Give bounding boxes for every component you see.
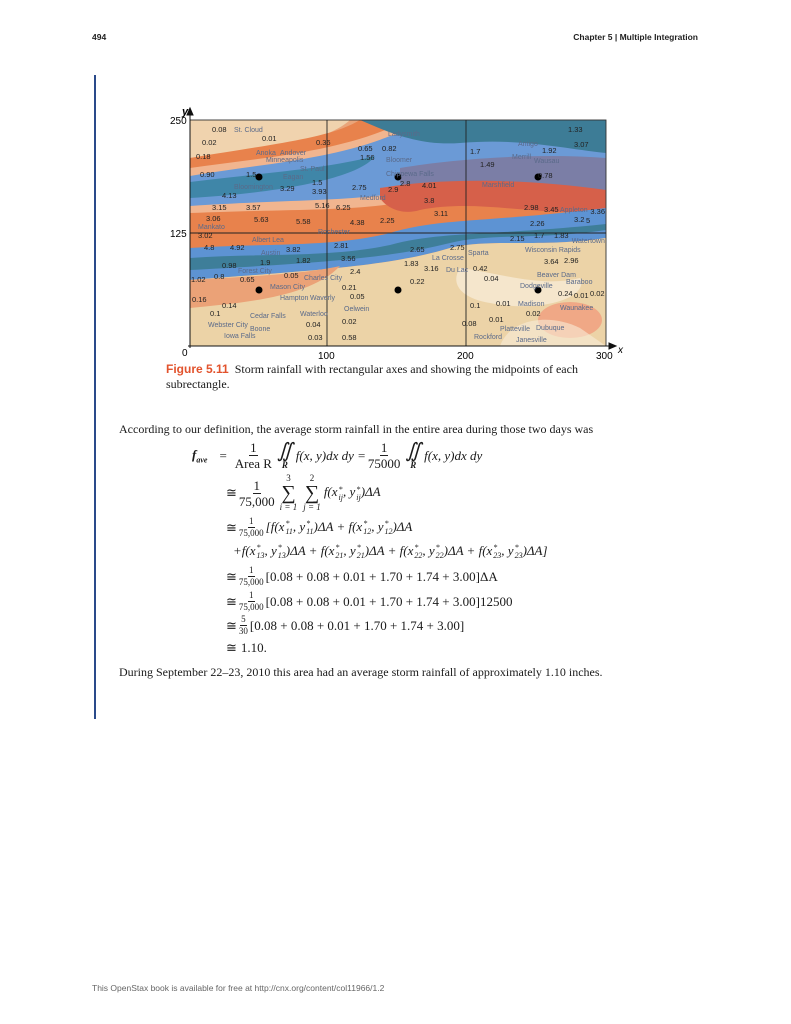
x-tick: 100 (318, 351, 335, 360)
rainfall-value: 2.98 (524, 203, 539, 212)
rainfall-value: 3.56 (341, 254, 356, 263)
rainfall-value: 5.16 (315, 201, 330, 210)
integrand: f(x, y)dx dy = (295, 447, 366, 463)
city-label: Dubuque (536, 325, 565, 332)
city-label: Beaver Dam (537, 272, 576, 279)
equation-line-5 (226, 566, 498, 587)
chapter-title: Chapter 5 | Multiple Integration (573, 32, 698, 42)
numerator: 1 (249, 516, 254, 526)
sigma: ∑ (281, 482, 296, 504)
rainfall-value: 4.8 (204, 243, 215, 252)
denominator: 30 (238, 626, 248, 636)
rainfall-value: 5.63 (254, 215, 269, 224)
city-label: Bloomington (234, 184, 273, 191)
equals: = (219, 447, 227, 463)
y-tick: 250 (170, 116, 187, 127)
rainfall-value: 0.02 (526, 309, 541, 318)
rainfall-value: 3.11 (434, 209, 449, 218)
rainfall-value: 0.1 (210, 309, 221, 318)
rainfall-value: 0.42 (473, 264, 488, 273)
city-label: Andover (280, 150, 307, 157)
numerator: 1 (249, 565, 254, 575)
sum-values: [0.08 + 0.08 + 0.01 + 1.70 + 1.74 + 3.00]12500 (265, 593, 513, 609)
approx: ≅ (226, 640, 237, 655)
denominator: 75,000 (238, 602, 264, 612)
denominator: Area R (234, 456, 272, 471)
city-label: Rochester (318, 229, 350, 236)
rainfall-value: 6.25 (336, 203, 351, 212)
city-label: Bloomer (386, 157, 413, 164)
city-label: Medford (360, 195, 386, 202)
double-integral (405, 441, 421, 470)
fraction (239, 566, 264, 587)
rainfall-value: 5 (586, 216, 591, 225)
city-label: Janesville (516, 337, 547, 344)
rainfall-value: 2.75 (352, 183, 367, 192)
expansion: [f(x * 11 , y * 11 )ΔA + f(x * 12 , y * 12 )ΔA (265, 518, 413, 536)
rainfall-value: 3.45 (544, 205, 559, 214)
approx: ≅ (226, 485, 237, 500)
lower-limit: j = 1 (303, 502, 321, 512)
numerator: 1 (380, 440, 388, 455)
rainfall-value: 1.5 (312, 178, 323, 187)
rainfall-value: 0.01 (262, 134, 277, 143)
city-label: Waverly (310, 295, 336, 302)
rainfall-value: 0.05 (350, 292, 365, 301)
city-label: Oelwein (344, 306, 370, 313)
rainfall-value: 3.15 (212, 203, 227, 212)
rainfall-value: 0.04 (306, 320, 321, 329)
rainfall-value: 4.38 (350, 218, 365, 227)
city-label: St. Paul (300, 166, 325, 173)
rainfall-value: 3.16 (424, 264, 439, 273)
rainfall-value: 0.36 (316, 138, 331, 147)
city-label: Dodgeville (520, 283, 553, 290)
rainfall-value: 2.25 (380, 216, 395, 225)
equation-line-6 (226, 591, 512, 612)
rainfall-value: 0.03 (308, 333, 323, 342)
numerator: 1 (249, 590, 254, 600)
integral-sign: ∬ (405, 440, 422, 462)
rainfall-value: 2.75 (450, 243, 465, 252)
upper-limit: 3 (286, 473, 291, 483)
caption-text: Storm rainfall with rectangular axes and showing the midpoints of each subrectangle. (166, 362, 578, 391)
rainfall-value: 3.64 (544, 257, 559, 266)
denominator: 75,000 (238, 577, 264, 587)
footer-note: This OpenStax book is available for free at http://cnx.org/content/col11966/1.2 (92, 983, 385, 993)
double-integral (277, 441, 293, 470)
x-axis-label: x (618, 345, 623, 356)
margin-rule (94, 75, 96, 719)
city-label: St. Cloud (234, 127, 263, 134)
city-label: Charles City (304, 275, 343, 282)
rainfall-value: 0.18 (196, 152, 211, 161)
city-label: Ladysmith (388, 131, 420, 138)
sigma: ∑ (304, 482, 320, 504)
rainfall-value: 1.02 (191, 275, 206, 284)
city-label: Sparta (468, 250, 489, 257)
equation-line-2 (226, 474, 381, 512)
approx: ≅ (226, 519, 237, 535)
rainfall-value: 0.22 (410, 277, 425, 286)
fraction (235, 441, 272, 470)
integral-sign: ∬ (276, 440, 293, 462)
rainfall-value: 2.4 (350, 267, 361, 276)
city-label: Rockford (474, 334, 503, 341)
denominator: 75,000 (238, 528, 264, 538)
rainfall-value: 0.8 (214, 272, 225, 281)
city-label: Forest City (238, 268, 272, 275)
city-label: Wisconsin Rapids (525, 247, 581, 254)
rainfall-value: 0.08 (212, 125, 227, 134)
figure-caption (166, 362, 606, 392)
figure-label: Figure 5.11 (166, 362, 229, 376)
page-number: 494 (92, 32, 107, 42)
expansion: +f(x * 13 , y * 13 )ΔA + f(x * 21 , y * 21 )ΔA + f(x * 22 , y * 22 )ΔA + f(x * 23 , y * 23 )ΔA] (233, 543, 548, 561)
equation-line-8 (226, 640, 267, 656)
denominator: 75000 (367, 456, 401, 471)
city-label: Du Lac (446, 267, 469, 274)
rainfall-value: 4.13 (222, 191, 237, 200)
city-label: Marshfield (482, 182, 515, 189)
x-tick: 300 (596, 351, 613, 360)
rainfall-value: 0.21 (342, 283, 357, 292)
city-label: Eagan (283, 174, 304, 181)
city-label: Cedar Falls (250, 313, 286, 320)
equation-line-1 (192, 441, 482, 470)
rainfall-value: 1.83 (554, 231, 569, 240)
rainfall-value: 3.07 (574, 140, 589, 149)
rainfall-value: 1.49 (480, 160, 495, 169)
intro-paragraph: According to our definition, the average storm rainfall in the entire area during those two days was (119, 422, 594, 436)
rainfall-value: 1.92 (542, 146, 557, 155)
sum-j (303, 474, 321, 512)
rainfall-value: 1.33 (568, 125, 583, 134)
city-label: Hampton (280, 295, 309, 302)
rainfall-value: 2.15 (510, 234, 525, 243)
fraction (368, 441, 401, 470)
city-label: La Crosse (432, 255, 464, 262)
rainfall-value: 0.01 (496, 299, 511, 308)
rainfall-value: 3.36 (590, 207, 605, 216)
equation-line-3 (226, 517, 412, 538)
rainfall-value: 1.83 (404, 259, 419, 268)
rainfall-value: 0.14 (222, 301, 237, 310)
rainfall-value: 0.24 (558, 289, 573, 298)
rainfall-value: 0.58 (342, 333, 357, 342)
city-label: Baraboo (566, 279, 593, 286)
rainfall-value: 0.65 (240, 275, 255, 284)
integrand: f(x, y)dx dy (424, 447, 483, 463)
denominator: 75,000 (238, 493, 275, 509)
city-label: Minneapolis (266, 157, 304, 164)
rainfall-value: 0.1 (470, 301, 481, 310)
rainfall-value: 0.05 (284, 271, 299, 280)
rainfall-value: 0.82 (382, 144, 397, 153)
city-label: Madison (518, 301, 545, 308)
upper-limit: 2 (309, 473, 315, 483)
city-label: Iowa Falls (224, 333, 256, 340)
rainfall-value: 2.96 (564, 256, 579, 265)
rainfall-value: 3.2 (574, 215, 585, 224)
fraction (239, 591, 264, 612)
rainfall-value: 3.82 (286, 245, 301, 254)
city-label: Waunakee (560, 305, 594, 312)
rainfall-value: 3.93 (312, 187, 327, 196)
result: 1.10. (240, 640, 267, 655)
storm-rainfall-map (160, 98, 630, 360)
rainfall-value: 0.02 (590, 289, 605, 298)
rainfall-value: 0.16 (192, 295, 207, 304)
rainfall-value: 1.7 (470, 147, 481, 156)
sum-values: [0.08 + 0.08 + 0.01 + 1.70 + 1.74 + 3.00]ΔA (265, 568, 498, 584)
numerator: 5 (241, 614, 246, 624)
conclusion-paragraph: During September 22–23, 2010 this area had an average storm rainfall of approximately 1.10 inches. (119, 665, 603, 679)
f-ave (192, 447, 207, 465)
rainfall-value: 0.02 (342, 317, 357, 326)
rainfall-value: 1.7 (534, 231, 545, 240)
rainfall-value: 1.9 (260, 258, 271, 267)
rainfall-value: 0.78 (538, 171, 553, 180)
rainfall-value: 2.26 (530, 219, 545, 228)
x-tick: 200 (457, 351, 474, 360)
lower-limit: i = 1 (279, 502, 298, 512)
lhs-sub: ave (196, 455, 208, 465)
city-label: Appleton (560, 207, 588, 214)
rainfall-value: 5.58 (296, 217, 311, 226)
rainfall-value: 1.56 (360, 153, 375, 162)
region: R (410, 460, 417, 470)
rainfall-value: 0.02 (202, 138, 217, 147)
rainfall-value: 2.81 (334, 241, 349, 250)
numerator: 1 (250, 440, 257, 455)
approx: ≅ (226, 617, 237, 633)
rainfall-value: 4.01 (422, 181, 437, 190)
fraction (239, 517, 264, 538)
city-label: Mason City (270, 284, 306, 291)
lhs: f (192, 446, 197, 462)
city-label: Austin (261, 250, 281, 257)
rainfall-value: 2.65 (410, 245, 425, 254)
sum-i (280, 474, 298, 512)
equation-line-4 (233, 543, 548, 560)
city-label: Anoka (256, 150, 276, 157)
rainfall-value: 0.08 (462, 319, 477, 328)
city-label: Merrill (512, 154, 532, 161)
city-label: Watertown (571, 238, 605, 245)
rainfall-value: 0.65 (358, 144, 373, 153)
rainfall-value: 3.57 (246, 203, 261, 212)
city-label: Antigo (518, 141, 538, 148)
rainfall-value: 0.98 (222, 261, 237, 270)
numerator: 1 (253, 477, 261, 493)
rainfall-value: 0.01 (574, 291, 589, 300)
summand: f(x * ij , y * ij )ΔA (323, 484, 381, 502)
rainfall-value: 3.02 (198, 231, 213, 240)
city-label: Webster City (208, 322, 248, 329)
x-tick: 0 (182, 348, 188, 359)
rainfall-value: 1.5 (246, 170, 257, 179)
rainfall-value: 0.04 (484, 274, 499, 283)
rainfall-value: 3.29 (280, 184, 295, 193)
fraction (239, 615, 248, 636)
rainfall-value: 3.06 (206, 214, 221, 223)
city-label: Mankato (198, 224, 225, 231)
rainfall-value: 0.01 (489, 315, 504, 324)
city-label: Chippewa Falls (386, 171, 434, 178)
city-label: Albert Lea (252, 237, 284, 244)
city-label: Wausau (534, 158, 560, 165)
approx: ≅ (226, 593, 237, 609)
fraction (239, 479, 275, 508)
rainfall-value: 1.82 (296, 256, 311, 265)
rainfall-value: 4.92 (230, 243, 245, 252)
y-tick: 125 (170, 229, 187, 240)
equation-line-7 (226, 615, 464, 636)
rainfall-value: 2.9 (388, 185, 399, 194)
rainfall-value: 2.8 (400, 179, 411, 188)
city-label: Platteville (500, 326, 530, 333)
region: R (281, 460, 288, 470)
rainfall-value: 3.8 (424, 196, 435, 205)
city-label: Boone (250, 326, 271, 333)
rainfall-value: 0.90 (200, 170, 215, 179)
approx: ≅ (226, 568, 237, 584)
sum-values: [0.08 + 0.08 + 0.01 + 1.70 + 1.74 + 3.00] (249, 617, 465, 633)
y-axis-label: y (182, 106, 189, 118)
city-label: Waterloo (300, 311, 328, 318)
